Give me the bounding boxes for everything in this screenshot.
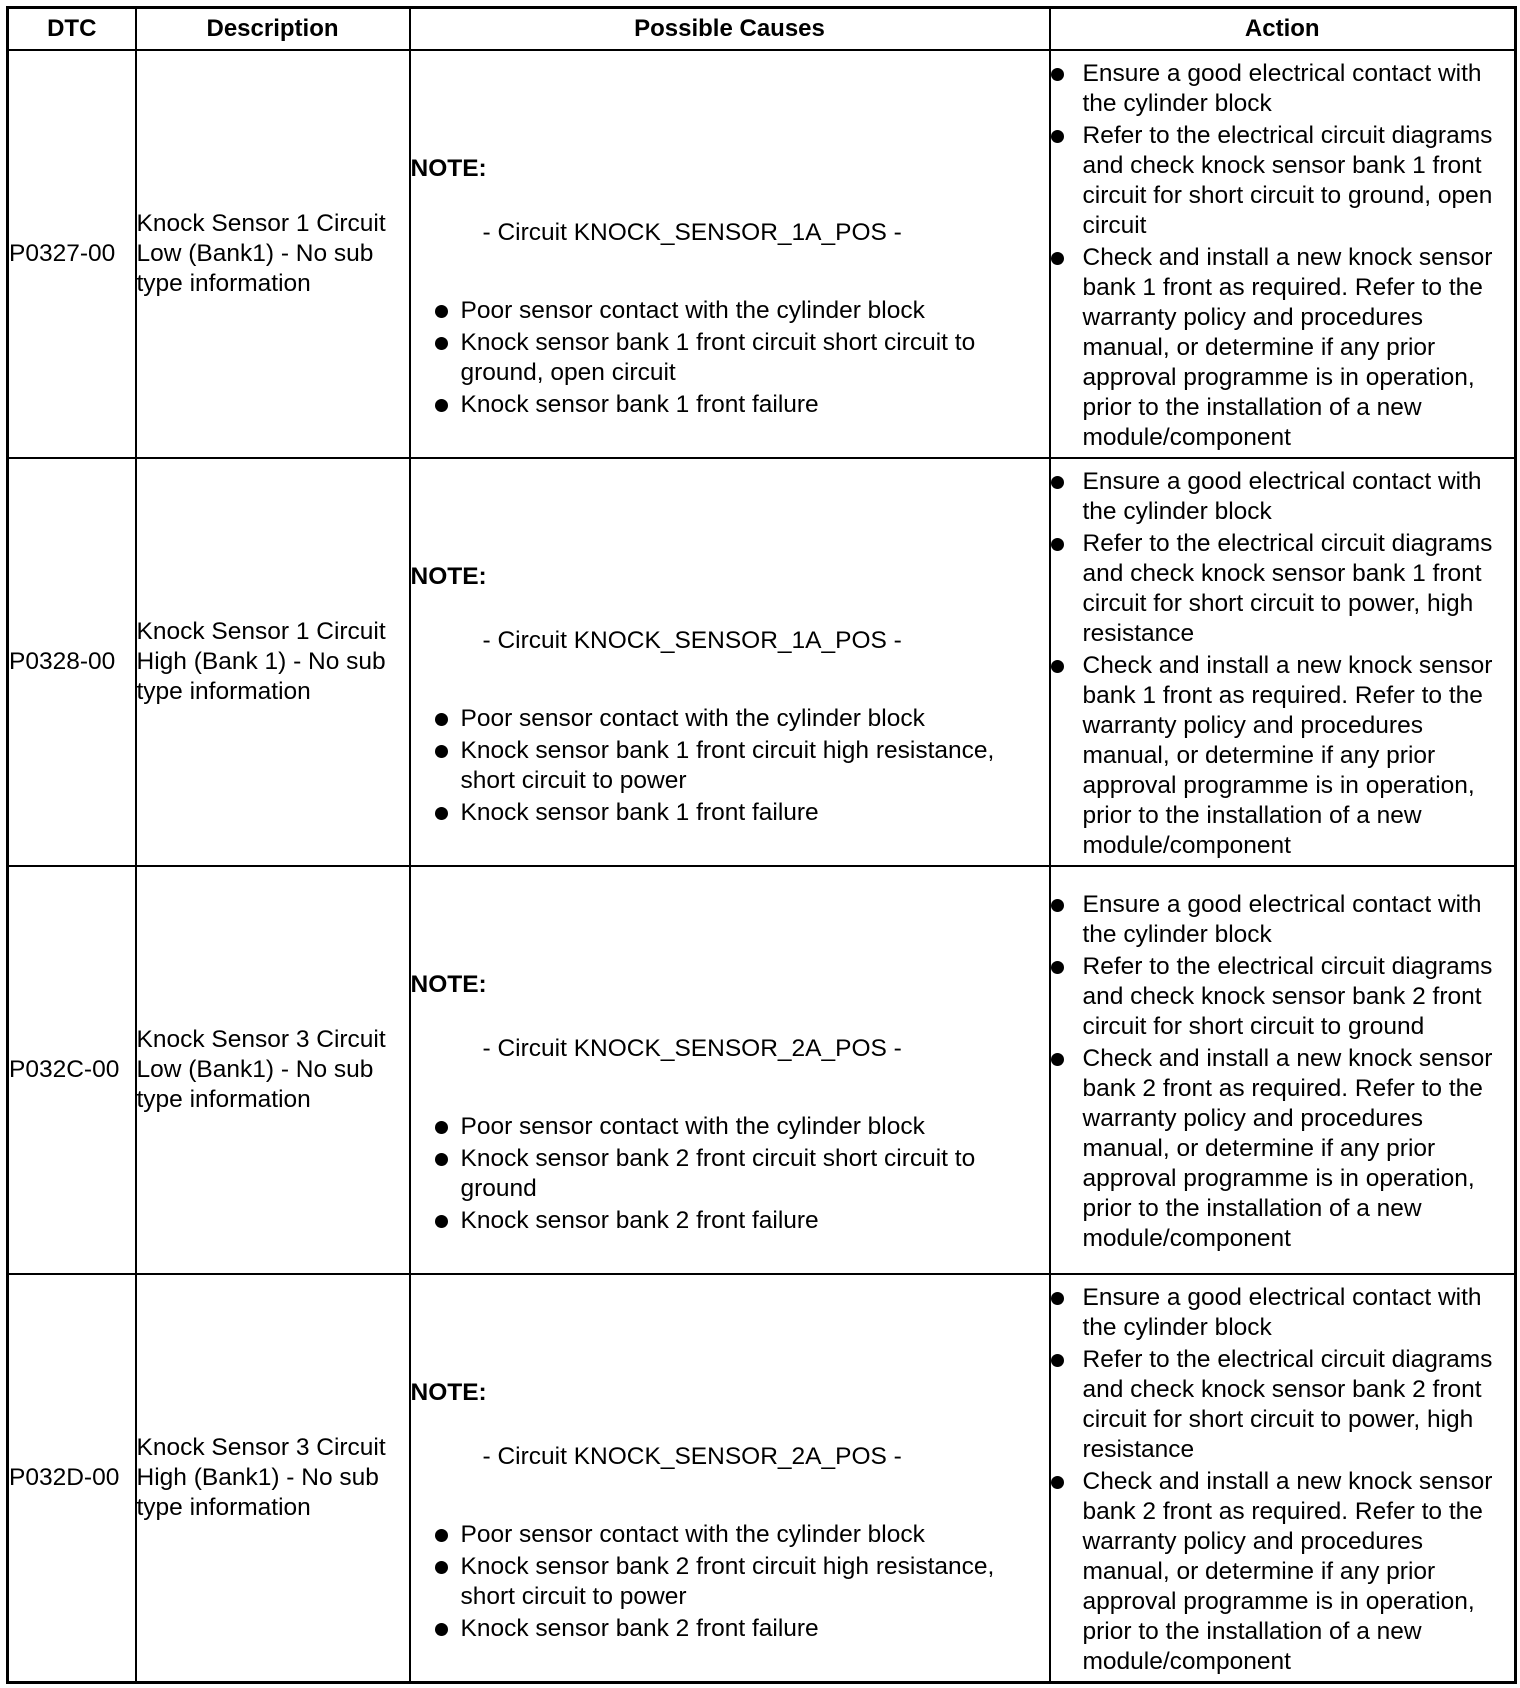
possible-causes [410, 458, 1050, 866]
list-item: Knock sensor bank 2 front circuit high resistance, short circuit to power [411, 1552, 1049, 1612]
list-item: Knock sensor bank 2 front failure [411, 1206, 1049, 1236]
circuit-name: - Circuit KNOCK_SENSOR_2A_POS - [482, 1035, 902, 1062]
list-item: Knock sensor bank 1 front circuit high resistance, short circuit to power [411, 736, 1049, 796]
list-item: Ensure a good electrical contact with the cylinder block [1051, 890, 1515, 950]
list-item: Check and install a new knock sensor bank 1 front as required. Refer to the warranty policy and procedures manual, or determine if any prior approval programme is in operation, prior to the installation of a new module/component [1051, 243, 1515, 453]
list-item: Poor sensor contact with the cylinder block [411, 1520, 1049, 1550]
table-row [8, 50, 1516, 458]
list-item: Poor sensor contact with the cylinder block [411, 704, 1049, 734]
note-label: NOTE: [410, 563, 487, 590]
header-row [8, 8, 1516, 51]
list-item: Refer to the electrical circuit diagrams and check knock sensor bank 2 front circuit for short circuit to ground [1051, 952, 1515, 1042]
possible-causes [410, 866, 1050, 1274]
list-item: Check and install a new knock sensor bank 2 front as required. Refer to the warranty policy and procedures manual, or determine if any prior approval programme is in operation, prior to the installation of a new module/component [1051, 1044, 1515, 1254]
action-cell [1050, 1274, 1516, 1683]
table-row [8, 458, 1516, 866]
list-item: Knock sensor bank 1 front failure [411, 798, 1049, 828]
list-item: Check and install a new knock sensor bank 2 front as required. Refer to the warranty policy and procedures manual, or determine if any prior approval programme is in operation, prior to the installation of a new module/component [1051, 1467, 1515, 1677]
header-description: Description [136, 8, 410, 51]
cause-list [411, 296, 1049, 420]
list-item: Knock sensor bank 1 front failure [411, 390, 1049, 420]
header-possible-causes: Possible Causes [410, 8, 1050, 51]
header-dtc: DTC [8, 8, 136, 51]
dtc-table [6, 6, 1517, 1684]
table-row [8, 1274, 1516, 1683]
dtc-description: Knock Sensor 1 Circuit High (Bank 1) - No sub type information [136, 458, 410, 866]
possible-causes [410, 50, 1050, 458]
dtc-code: P0327-00 [8, 50, 136, 458]
list-item: Poor sensor contact with the cylinder block [411, 296, 1049, 326]
dtc-description: Knock Sensor 1 Circuit Low (Bank1) - No sub type information [136, 50, 410, 458]
possible-causes [410, 1274, 1050, 1683]
action-cell [1050, 50, 1516, 458]
header-action: Action [1050, 8, 1516, 51]
action-cell [1050, 866, 1516, 1274]
action-list [1051, 467, 1515, 861]
dtc-code: P0328-00 [8, 458, 136, 866]
circuit-name: - Circuit KNOCK_SENSOR_2A_POS - [482, 1443, 902, 1470]
cause-list [411, 1112, 1049, 1236]
dtc-code: P032D-00 [8, 1274, 136, 1683]
list-item: Refer to the electrical circuit diagrams and check knock sensor bank 2 front circuit for short circuit to power, high resistance [1051, 1345, 1515, 1465]
cause-list [411, 704, 1049, 828]
list-item: Knock sensor bank 2 front failure [411, 1614, 1049, 1644]
action-list [1051, 1283, 1515, 1677]
list-item: Check and install a new knock sensor bank 1 front as required. Refer to the warranty policy and procedures manual, or determine if any prior approval programme is in operation, prior to the installation of a new module/component [1051, 651, 1515, 861]
note-label: NOTE: [410, 155, 487, 182]
circuit-name: - Circuit KNOCK_SENSOR_1A_POS - [482, 627, 902, 654]
cause-list [411, 1520, 1049, 1644]
list-item: Knock sensor bank 2 front circuit short circuit to ground [411, 1144, 1049, 1204]
circuit-name: - Circuit KNOCK_SENSOR_1A_POS - [482, 219, 902, 246]
note-label: NOTE: [410, 1379, 487, 1406]
action-cell [1050, 458, 1516, 866]
list-item: Ensure a good electrical contact with the cylinder block [1051, 1283, 1515, 1343]
list-item: Poor sensor contact with the cylinder block [411, 1112, 1049, 1142]
action-list [1051, 59, 1515, 453]
dtc-code: P032C-00 [8, 866, 136, 1274]
list-item: Ensure a good electrical contact with the cylinder block [1051, 59, 1515, 119]
action-list [1051, 890, 1515, 1254]
note-label: NOTE: [410, 971, 487, 998]
dtc-description: Knock Sensor 3 Circuit Low (Bank1) - No sub type information [136, 866, 410, 1274]
list-item: Knock sensor bank 1 front circuit short circuit to ground, open circuit [411, 328, 1049, 388]
list-item: Ensure a good electrical contact with the cylinder block [1051, 467, 1515, 527]
dtc-description: Knock Sensor 3 Circuit High (Bank1) - No sub type information [136, 1274, 410, 1683]
list-item: Refer to the electrical circuit diagrams and check knock sensor bank 1 front circuit for short circuit to ground, open circuit [1051, 121, 1515, 241]
list-item: Refer to the electrical circuit diagrams and check knock sensor bank 1 front circuit for short circuit to power, high resistance [1051, 529, 1515, 649]
table-row [8, 866, 1516, 1274]
